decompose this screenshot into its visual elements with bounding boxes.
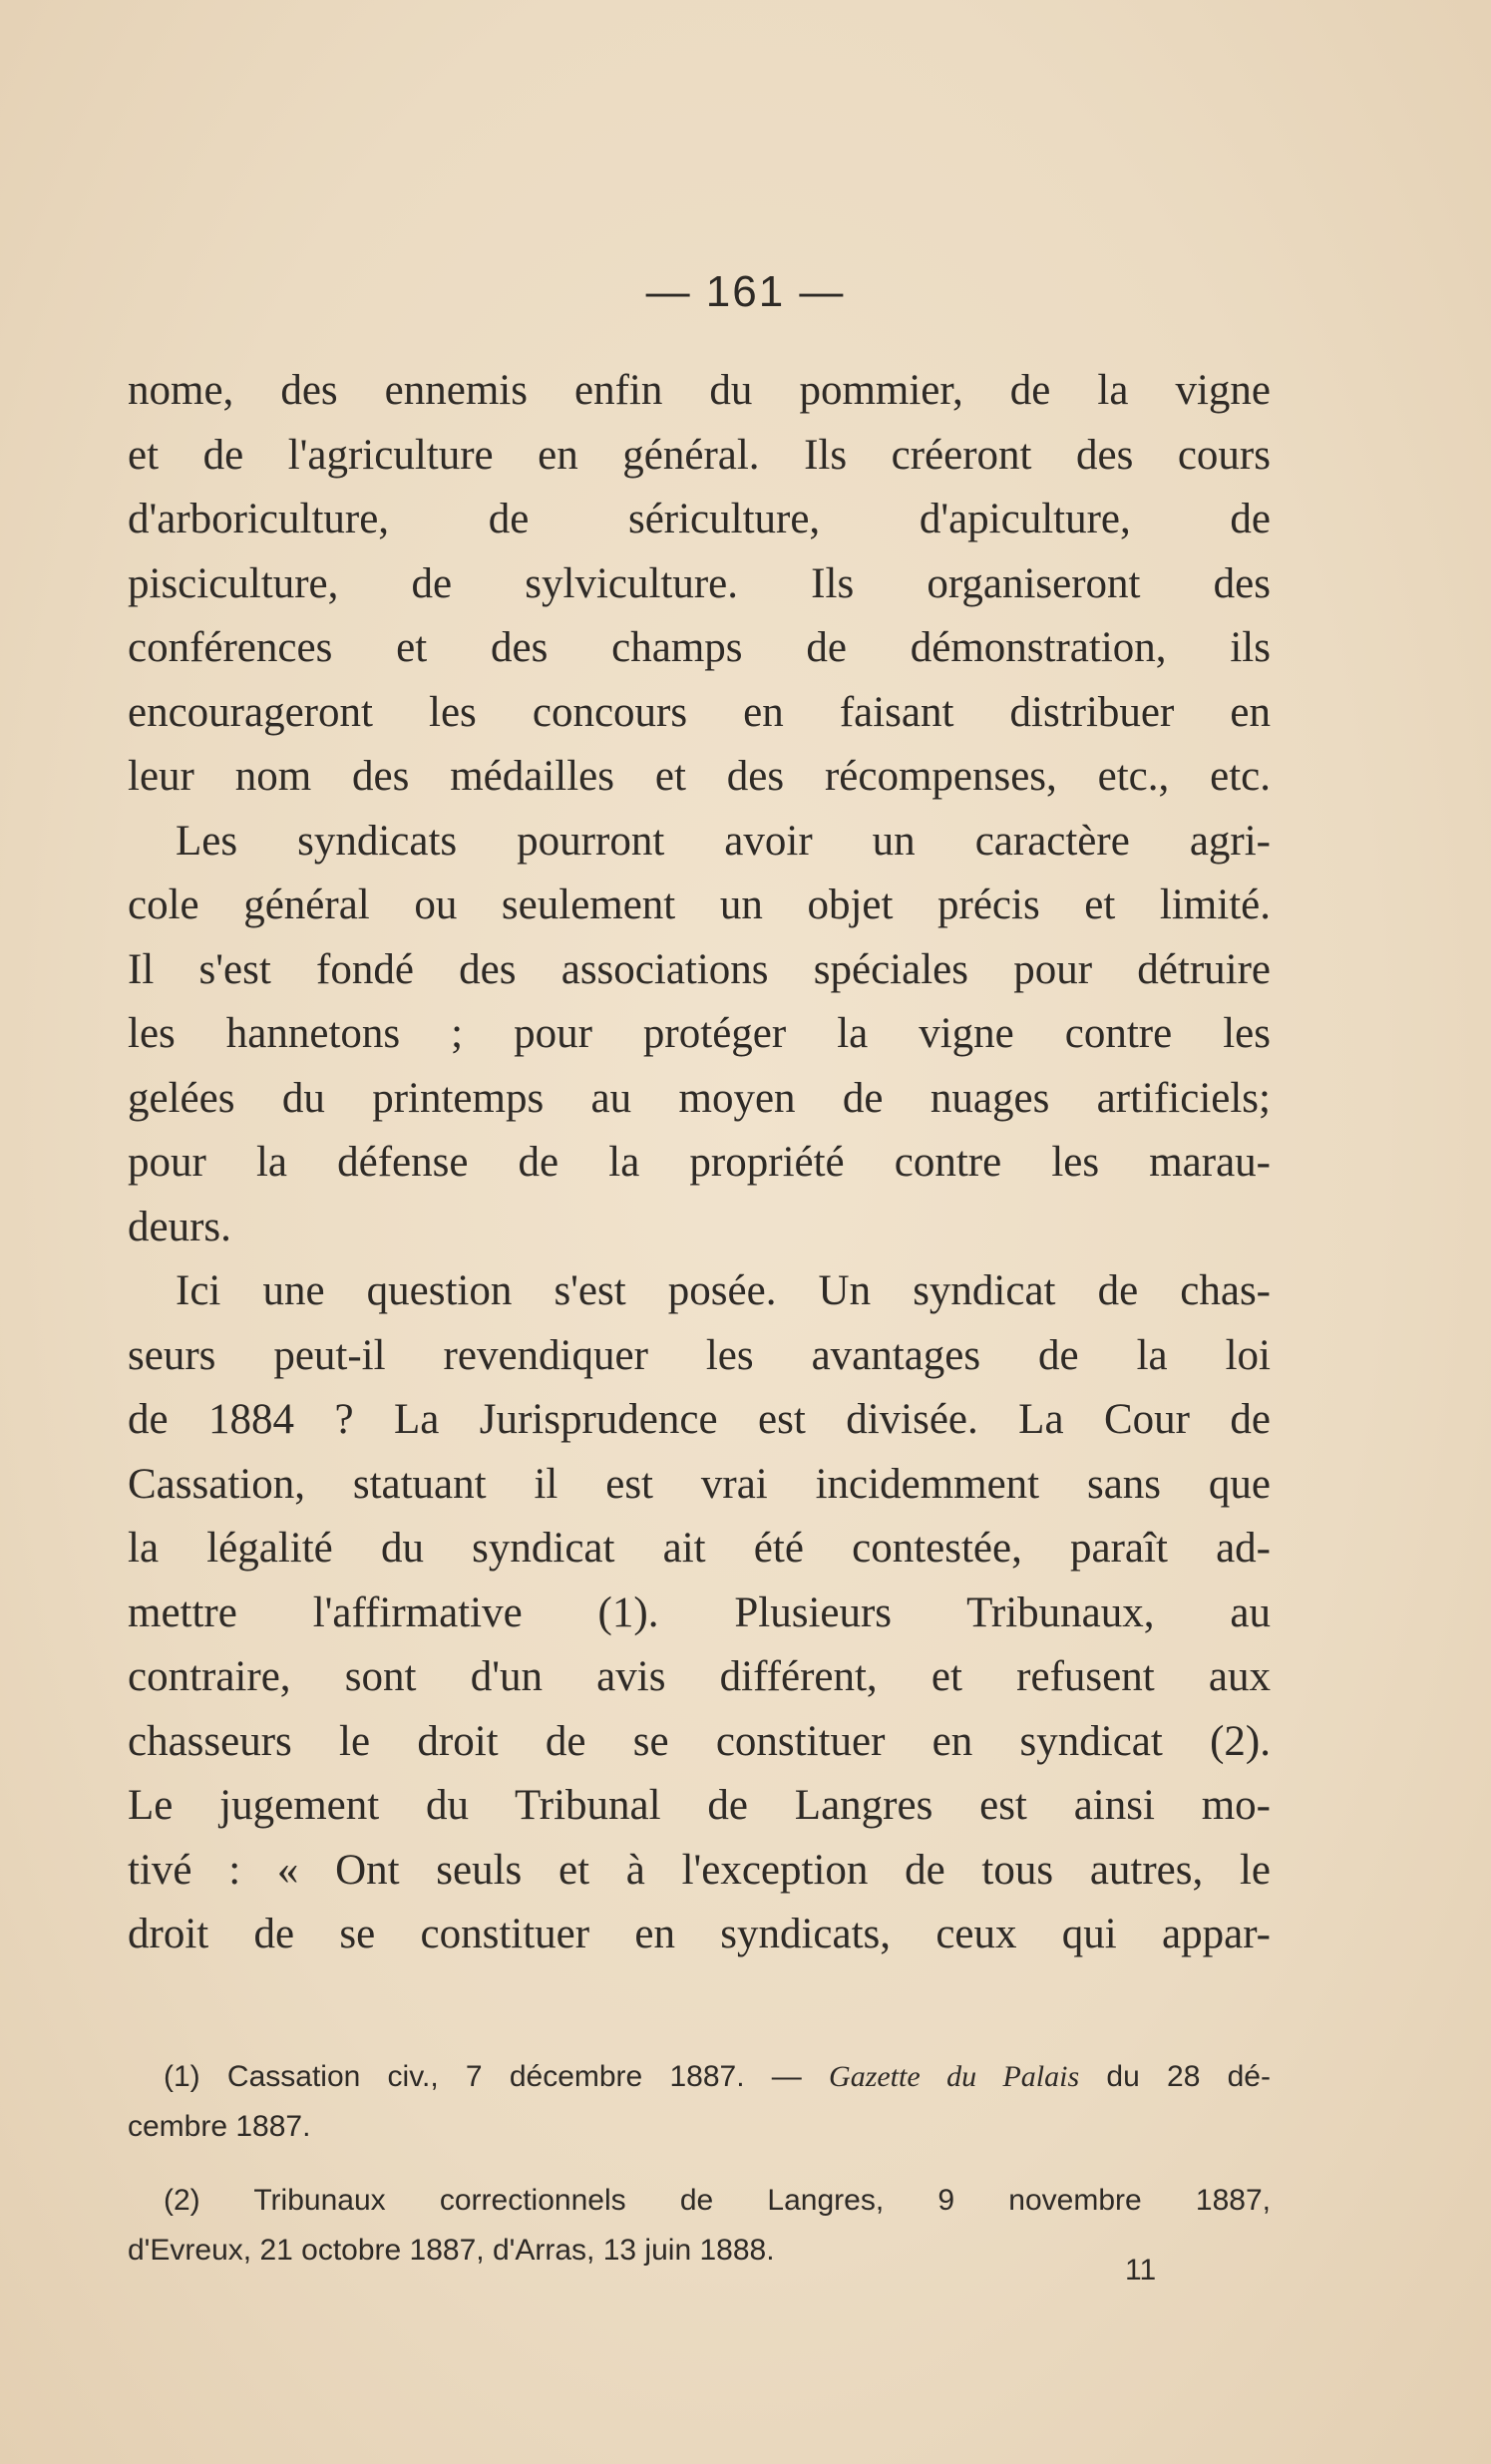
paragraph-end-line: deurs.	[128, 1203, 231, 1250]
footnote-1-continuation: cembre 1887.	[128, 2110, 311, 2143]
text-line: cole général ou seulement un objet précis et limité.	[128, 881, 1271, 928]
text-line: les hannetons ; pour protéger la vigne contre les	[128, 1010, 1271, 1057]
text-line: leur nom des médailles et des récompenses, etc., etc.	[128, 753, 1271, 800]
text-line: chasseurs le droit de se constituer en syndicat (2).	[128, 1717, 1271, 1765]
text-line: pisciculture, de sylviculture. Ils organiseront des	[128, 559, 1271, 607]
text-line: contraire, sont d'un avis différent, et refusent aux	[128, 1653, 1271, 1700]
text-line: de 1884 ? La Jurisprudence est divisée. La Cour de	[128, 1396, 1271, 1443]
text-line: d'arboriculture, de sériculture, d'apiculture, de	[128, 496, 1271, 542]
footnote-1-date: du 28 dé-	[1106, 2060, 1271, 2093]
text-line: tivé : « Ont seuls et à l'exception de tous autres, le	[128, 1846, 1271, 1894]
text-line: droit de se constituer en syndicats, ceux qui appar-	[128, 1911, 1271, 1957]
footnotes	[128, 2052, 1271, 2276]
text-line: la légalité du syndicat ait été contestée, paraît ad-	[128, 1525, 1271, 1572]
footnote-1-source: Gazette du Palais	[829, 2060, 1080, 2093]
text-line: nome, des ennemis enfin du pommier, de la vigne	[128, 367, 1271, 414]
signature-mark: 11	[1125, 2254, 1157, 2287]
footnote-1	[128, 2052, 1271, 2102]
footnote-1-text: (1) Cassation civ., 7 décembre 1887. —	[164, 2060, 802, 2093]
paragraph-start-line: Ici une question s'est posée. Un syndicat de chas-	[176, 1267, 1271, 1314]
text-line: encourageront les concours en faisant distribuer en	[128, 688, 1271, 736]
text-line: gelées du printemps au moyen de nuages artificiels;	[128, 1074, 1271, 1122]
text-line: seurs peut-il revendiquer les avantages de la loi	[128, 1331, 1271, 1379]
text-line: conférences et des champs de démonstration, ils	[128, 624, 1271, 671]
paragraph-start-line: Les syndicats pourront avoir un caractère agri-	[176, 817, 1271, 865]
text-line: Il s'est fondé des associations spéciales pour détruire	[128, 945, 1271, 993]
text-line: mettre l'affirmative (1). Plusieurs Tribunaux, au	[128, 1588, 1271, 1636]
text-line: Cassation, statuant il est vrai incidemment sans que	[128, 1460, 1271, 1508]
footnote-2-continuation: d'Evreux, 21 octobre 1887, d'Arras, 13 juin 1888.	[128, 2234, 775, 2267]
text-line: pour la défense de la propriété contre les marau-	[128, 1139, 1271, 1186]
page-number: — 161 —	[645, 267, 846, 316]
body-text	[128, 359, 1271, 1967]
text-line: et de l'agriculture en général. Ils créeront des cours	[128, 431, 1271, 479]
footnote-2: (2) Tribunaux correctionnels de Langres, 9 novembre 1887,	[164, 2184, 1271, 2217]
text-line: Le jugement du Tribunal de Langres est ainsi mo-	[128, 1782, 1271, 1829]
